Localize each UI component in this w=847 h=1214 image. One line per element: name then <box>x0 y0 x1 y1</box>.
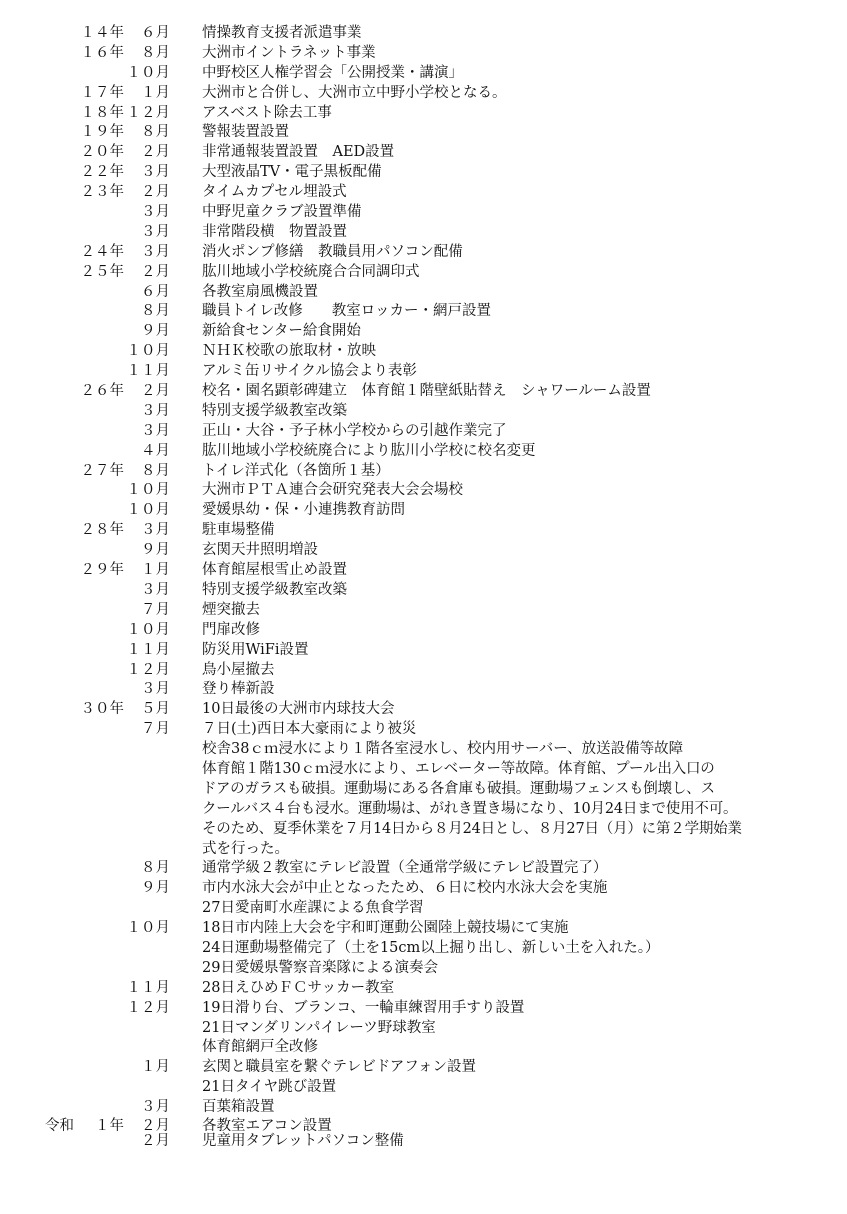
history-row <box>0 800 847 820</box>
history-row <box>0 143 847 163</box>
month-cell: ８月 <box>141 462 170 479</box>
event-text: 駐車場整備 <box>202 522 275 539</box>
month-cell: ３月 <box>141 402 170 419</box>
month-cell: ３月 <box>141 581 170 598</box>
month-cell: １月 <box>141 84 170 101</box>
month-cell: １１月 <box>126 979 170 996</box>
year-cell: ２７年 <box>80 462 124 479</box>
event-text: 29日愛媛県警察音楽隊による演奏会 <box>202 959 438 976</box>
history-row <box>0 581 847 601</box>
event-text: 警報装置設置 <box>202 124 289 141</box>
event-text: 各教室扇風機設置 <box>202 283 318 300</box>
history-row <box>0 342 847 362</box>
history-row <box>0 481 847 501</box>
event-text: 肱川地域小学校統廃合合同調印式 <box>202 263 420 280</box>
history-row <box>0 123 847 143</box>
history-row <box>0 64 847 84</box>
event-text: 体育館屋根雪止め設置 <box>202 562 347 579</box>
event-text: ７日(土)西日本大豪雨により被災 <box>202 721 417 738</box>
history-row <box>0 840 847 860</box>
month-cell: １０月 <box>126 343 170 360</box>
month-cell: ９月 <box>141 542 170 559</box>
month-cell: ２月 <box>141 383 170 400</box>
event-text: ドアのガラスも破損。運動場にある各倉庫も破損。運動場フェンスも倒壊し、ス <box>202 780 715 797</box>
history-row <box>0 979 847 999</box>
month-cell: ３月 <box>141 1099 170 1116</box>
month-cell: ８月 <box>141 44 170 61</box>
history-row <box>0 680 847 700</box>
history-row <box>0 700 847 720</box>
year-cell: ２４年 <box>80 243 124 260</box>
history-row <box>0 183 847 203</box>
month-cell: ５月 <box>141 701 170 718</box>
event-text: 非常通報装置設置 AED設置 <box>202 144 395 161</box>
month-cell: ３月 <box>141 243 170 260</box>
month-cell: １０月 <box>126 621 170 638</box>
month-cell: ８月 <box>141 303 170 320</box>
event-text: タイムカプセル埋設式 <box>202 184 347 201</box>
month-cell: ８月 <box>141 860 170 877</box>
history-row <box>0 641 847 661</box>
history-row <box>0 283 847 303</box>
history-row <box>0 442 847 462</box>
history-row <box>0 740 847 760</box>
history-row <box>0 780 847 800</box>
event-text: 市内水泳大会が中止となったため、６日に校内水泳大会を実施 <box>202 880 608 897</box>
history-row <box>0 104 847 124</box>
month-cell: １０月 <box>126 482 170 499</box>
history-row <box>0 44 847 64</box>
history-row <box>0 820 847 840</box>
history-row <box>0 462 847 482</box>
history-row <box>0 859 847 879</box>
year-cell: １６年 <box>80 44 124 61</box>
event-text: アルミ缶リサイクル協会より表彰 <box>202 363 417 380</box>
event-text: 特別支援学級教室改築 <box>202 581 347 598</box>
history-row <box>0 223 847 243</box>
history-row <box>0 163 847 183</box>
event-text: 18日市内陸上大会を宇和町運動公園陸上競技場にて実施 <box>202 920 569 937</box>
history-row <box>0 243 847 263</box>
year-cell: ２０年 <box>80 144 124 161</box>
month-cell: ２月 <box>141 184 170 201</box>
history-row <box>0 302 847 322</box>
event-text: 体育館１階130ｃｍ浸水により、エレベーター等故障。体育館、プール出入口の <box>202 760 715 777</box>
history-row <box>0 422 847 442</box>
month-cell: ４月 <box>141 442 170 459</box>
year-cell: ２３年 <box>80 184 124 201</box>
event-text: 登り棒新設 <box>202 681 275 698</box>
event-text: 大洲市イントラネット事業 <box>202 44 376 61</box>
history-row <box>0 661 847 681</box>
history-row <box>0 919 847 939</box>
history-row <box>0 879 847 899</box>
event-text: 各教室エアコン設置 <box>202 1117 332 1134</box>
year-cell: ２８年 <box>80 522 124 539</box>
event-text: 玄関と職員室を繋ぐテレビドアフォン設置 <box>202 1059 477 1076</box>
history-row <box>0 939 847 959</box>
event-text: 正山・大谷・予子林小学校からの引越作業完了 <box>202 422 507 439</box>
month-cell: ８月 <box>141 124 170 141</box>
month-cell: ３月 <box>141 164 170 181</box>
year-cell: １８年 <box>80 104 124 121</box>
month-cell: ７月 <box>141 721 170 738</box>
month-cell: １０月 <box>126 64 170 81</box>
event-text: ＮＨＫ校歌の旅取材・放映 <box>202 343 376 360</box>
event-text: 校舎38ｃｍ浸水により１階各室浸水し、校内用サーバー、放送設備等故障 <box>202 741 684 758</box>
history-row <box>0 999 847 1019</box>
event-text: 新給食センター給食開始 <box>202 323 361 340</box>
history-row <box>0 1058 847 1078</box>
history-row <box>0 382 847 402</box>
history-row <box>0 1098 847 1118</box>
month-cell: ３月 <box>141 522 170 539</box>
month-cell: ３月 <box>141 204 170 221</box>
history-row <box>0 263 847 283</box>
event-text: 21日マンダリンパイレーツ野球教室 <box>202 1019 436 1036</box>
year-cell: ３０年 <box>80 701 124 718</box>
history-row <box>0 362 847 382</box>
month-cell: ３月 <box>141 681 170 698</box>
month-cell: １２月 <box>126 661 170 678</box>
event-text: クールバス４台も浸水。運動場は、がれき置き場になり、10月24日まで使用不可。 <box>202 800 738 817</box>
event-text: 大型液晶TV・電子黒板配備 <box>202 164 382 181</box>
event-text: そのため、夏季休業を７月14日から８月24日とし、８月27日（月）に第２学期始業 <box>202 820 742 837</box>
event-text: 特別支援学級教室改築 <box>202 402 347 419</box>
month-cell: ３月 <box>141 223 170 240</box>
history-row <box>0 959 847 979</box>
event-text: 児童用タブレットパソコン整備 <box>202 1132 404 1149</box>
history-row <box>0 521 847 541</box>
event-text: 21日タイヤ跳び設置 <box>202 1079 337 1096</box>
event-text: 職員トイレ改修 教室ロッカー・網戸設置 <box>202 303 491 320</box>
year-cell: １９年 <box>80 124 124 141</box>
event-text: 体育館網戸全改修 <box>202 1039 318 1056</box>
history-row <box>0 322 847 342</box>
history-row <box>0 621 847 641</box>
month-cell: ２月 <box>141 144 170 161</box>
event-text: 式を行った。 <box>202 840 289 857</box>
month-cell: ９月 <box>141 880 170 897</box>
month-cell: ２月 <box>141 1117 170 1134</box>
history-row <box>0 1118 847 1132</box>
history-row <box>0 1078 847 1098</box>
month-cell: １１月 <box>126 641 170 658</box>
history-row <box>0 541 847 561</box>
event-text: 消火ポンプ修繕 教職員用パソコン配備 <box>202 243 463 260</box>
history-row <box>0 899 847 919</box>
month-cell: １２月 <box>126 999 170 1016</box>
month-cell: ６月 <box>141 283 170 300</box>
month-cell: １０月 <box>126 920 170 937</box>
month-cell: １２月 <box>126 104 170 121</box>
event-text: 校名・園名顕彰碑建立 体育館１階壁紙貼替え シャワールーム設置 <box>202 383 651 400</box>
era-label: 令和 <box>45 1117 74 1134</box>
history-row <box>0 84 847 104</box>
event-text: 玄関天井照明増設 <box>202 542 318 559</box>
event-text: 10日最後の大洲市内球技大会 <box>202 701 395 718</box>
event-text: 19日滑り台、ブランコ、一輪車練習用手すり設置 <box>202 999 525 1016</box>
event-text: 24日運動場整備完了（土を15cm以上掘り出し、新しい土を入れた。） <box>202 939 660 956</box>
history-row <box>0 203 847 223</box>
history-row <box>0 402 847 422</box>
event-text: 門扉改修 <box>202 621 260 638</box>
month-cell: ２月 <box>141 1132 170 1149</box>
month-cell: ７月 <box>141 601 170 618</box>
year-cell: ２６年 <box>80 383 124 400</box>
event-text: 情操教育支援者派遣事業 <box>202 25 362 41</box>
year-cell: ２５年 <box>80 263 124 280</box>
event-text: 愛媛県幼・保・小連携教育訪問 <box>202 502 405 519</box>
history-row <box>0 561 847 581</box>
event-text: 非常階段横 物置設置 <box>202 223 347 240</box>
year-cell: ２９年 <box>80 562 124 579</box>
event-text: 中野児童クラブ設置準備 <box>202 204 362 221</box>
event-text: トイレ洋式化（各箇所１基） <box>202 462 390 479</box>
month-cell: １月 <box>141 1059 170 1076</box>
year-cell: １４年 <box>80 25 124 41</box>
event-text: アスベスト除去工事 <box>202 104 332 121</box>
month-cell: ９月 <box>141 323 170 340</box>
history-row <box>0 24 847 44</box>
event-text: 中野校区人権学習会「公開授業・講演」 <box>202 64 463 81</box>
event-text: 防災用WiFi設置 <box>202 641 309 658</box>
history-row <box>0 1132 847 1152</box>
year-cell: ２２年 <box>80 164 124 181</box>
history-row <box>0 760 847 780</box>
year-cell: １７年 <box>80 84 124 101</box>
event-text: 27日愛南町水産課による魚食学習 <box>202 900 424 917</box>
event-text: 煙突撤去 <box>202 601 260 618</box>
event-text: 大洲市と合併し、大洲市立中野小学校となる。 <box>202 84 507 101</box>
history-row <box>0 720 847 740</box>
history-list <box>0 24 847 1152</box>
history-row <box>0 601 847 621</box>
month-cell: ２月 <box>141 263 170 280</box>
event-text: 肱川地域小学校統廃合により肱川小学校に校名変更 <box>202 442 536 459</box>
event-text: 百葉箱設置 <box>202 1099 275 1116</box>
month-cell: １月 <box>141 562 170 579</box>
event-text: 通常学級２教室にテレビ設置（全通常学級にテレビ設置完了） <box>202 860 608 877</box>
history-row <box>0 1038 847 1058</box>
history-row <box>0 501 847 521</box>
month-cell: １１月 <box>126 363 170 380</box>
month-cell: １０月 <box>126 502 170 519</box>
event-text: 鳥小屋撤去 <box>202 661 275 678</box>
event-text: 28日えひめＦＣサッカー教室 <box>202 979 395 996</box>
event-text: 大洲市ＰＴＡ連合会研究発表大会会場校 <box>202 482 463 499</box>
history-row <box>0 1019 847 1039</box>
year-cell: １年 <box>95 1117 124 1134</box>
month-cell: ６月 <box>141 25 170 41</box>
month-cell: ３月 <box>141 422 170 439</box>
